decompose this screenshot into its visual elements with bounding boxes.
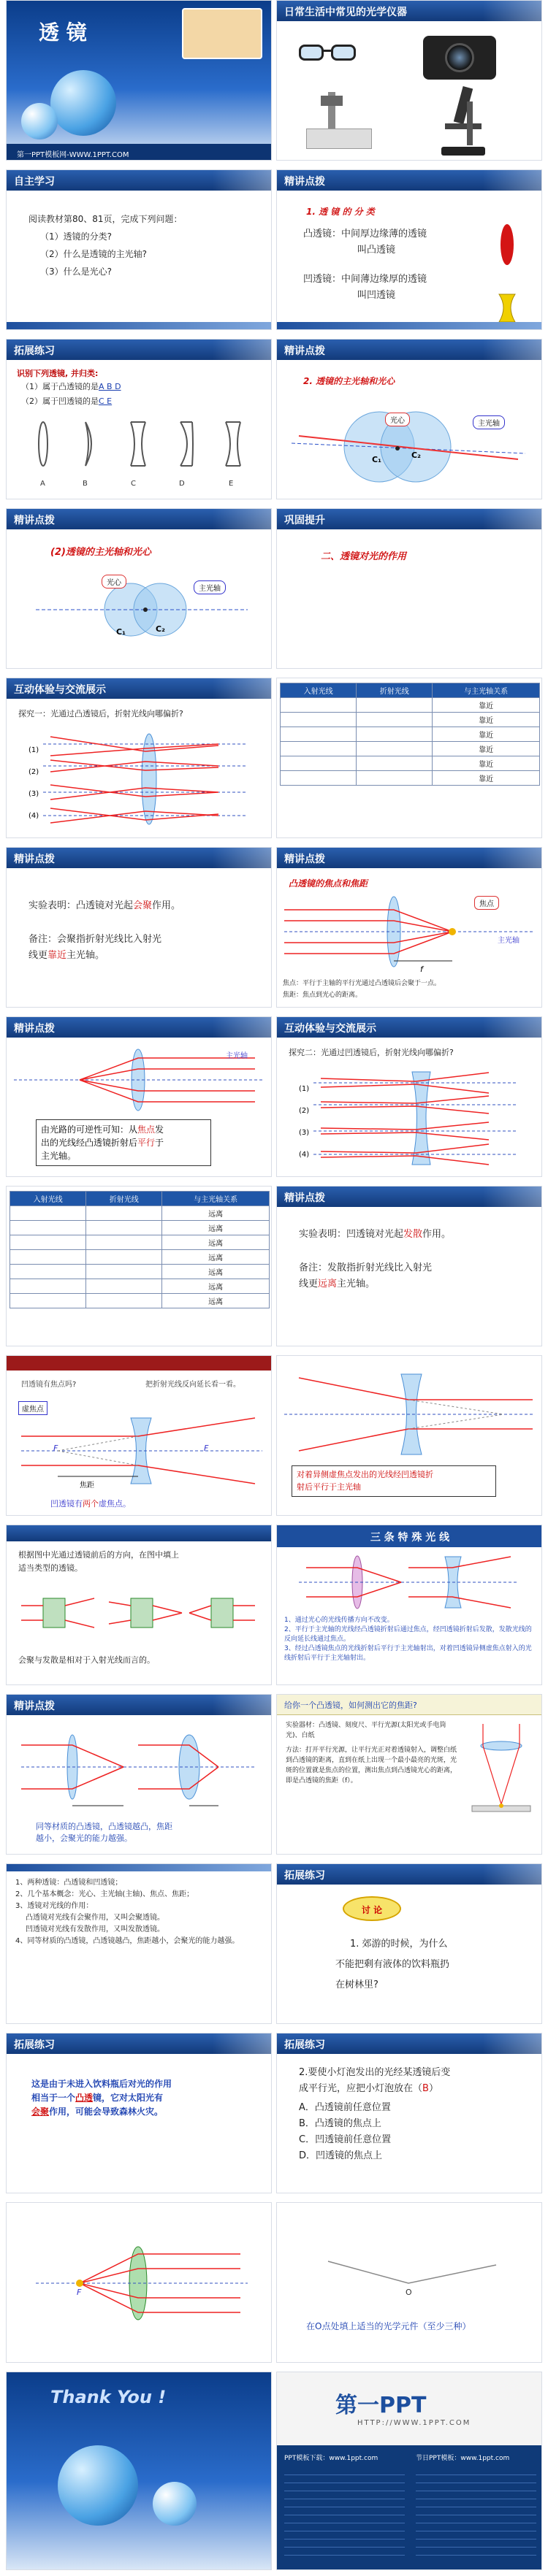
convexity-diagram	[21, 1727, 255, 1814]
convexity-note: 同等材质的凸透镜，凸透镜越凸，焦距	[36, 1822, 172, 1831]
slide-virtual-focus	[6, 1355, 272, 1516]
slide-fill-lens	[6, 1525, 272, 1685]
concave-parallel-diagram	[284, 1371, 536, 1458]
site-url: HTTP://WWW.1PPT.COM	[357, 2419, 471, 2427]
question-line-1: 2.要使小灯泡发出的光经某透镜后变	[299, 2067, 451, 2078]
virtual-focus-label: 虚焦点	[18, 1401, 47, 1415]
small-sphere-image	[153, 2482, 197, 2526]
summary-item: 4、同等材质的凸透镜，凸透镜越凸，焦距越小，会聚光的能力越强。	[15, 1937, 240, 1945]
slide-identify-lenses: 拓展练习 识别下列透镜, 并归类: （1）属于凸透镜的是A B D （2）属于凹透镜的是C E A B C D E	[6, 339, 272, 499]
rule-3: 3、经过凸透镜焦点的光线折射后平行于主光轴射出，对着凹透镜异侧虚焦点射入的光线折射后平行于主光轴射出。	[284, 1645, 532, 1663]
slide-bar: 精讲点拨	[7, 1017, 271, 1038]
site-logo: 第一PPT	[335, 2393, 427, 2418]
o-label: O	[406, 2288, 412, 2297]
f-label: F	[77, 2288, 82, 2297]
question-2: （2）什么是透镜的主光轴?	[40, 249, 148, 259]
f-label-right: F	[204, 1444, 209, 1453]
slide-experiment-convex	[6, 678, 272, 838]
concave-rays-diagram	[313, 1068, 525, 1170]
optical-center-label: 光心	[385, 413, 410, 426]
slide-bar: 自主学习	[7, 170, 271, 191]
answer-choice: B	[422, 2083, 429, 2094]
focal-length-label: 焦距	[80, 1481, 94, 1490]
slide-reversibility	[6, 1016, 272, 1177]
slide-experiment-concave	[276, 1016, 542, 1177]
slide-bar: 互动体验与交流展示	[7, 678, 271, 699]
c2-label: C₂	[411, 451, 421, 460]
virtual-focus-note: 凹透镜有两个虚焦点。	[50, 1499, 131, 1509]
lens-sections-icon	[21, 418, 255, 477]
convex-name: 叫凸透镜	[357, 245, 396, 256]
summary-item: 3、透镜对光线的作用：	[15, 1902, 94, 1910]
section-heading: 二、透镜对光的作用	[321, 551, 407, 562]
focus-note: 焦点：平行于主轴的平行光通过凸透镜后会聚于一点。	[283, 980, 441, 987]
summary-item: 凸透镜对光线有会聚作用，又叫会聚透镜。	[26, 1914, 164, 1922]
glasses-image	[299, 41, 357, 63]
slide-self-study	[6, 169, 272, 330]
convexity-note-2: 越小，会聚光的能力越强。	[36, 1833, 132, 1843]
left-links-heading[interactable]: PPT模板下载：www.1ppt.com	[284, 2455, 378, 2462]
bottom-strip	[277, 322, 541, 329]
table-row: 靠近	[281, 727, 540, 742]
slide-bar: 日常生活中常见的光学仪器	[277, 1, 541, 21]
concave-answer: C E	[99, 396, 113, 406]
intro-text: 阅读教材第80、81页，完成下列问题：	[28, 214, 183, 224]
slide-discussion	[276, 1863, 542, 2024]
procedure-text: 方法：打开平行光源，让平行光正对着透镜射入，调整白纸到凸透镜的距离，直到在纸上出现一个最小最亮的光斑，光斑的位置就是焦点的位置，测出焦点到凸透镜光心的距离，即是凸透镜的焦距（f）。	[286, 1746, 457, 1785]
convex-rays-diagram	[43, 729, 255, 832]
case-labels: (1) (2) (3) (4)	[299, 1085, 310, 1159]
banner: 三 条 特 殊 光 线	[277, 1525, 542, 1547]
slide-three-rays	[276, 1525, 542, 1685]
microscope-image	[438, 87, 489, 156]
slide-optical-instruments	[276, 0, 542, 161]
col-relation: 与主光轴关系	[162, 1192, 270, 1206]
concave-definition: 凹透镜：中间薄边缘厚的透镜	[303, 274, 427, 285]
table-row: 远离	[10, 1265, 270, 1279]
slide-lamp-diagram	[6, 2202, 272, 2363]
glass-sphere-image	[58, 2445, 138, 2526]
slide-bar: 精讲点拨	[7, 1695, 271, 1715]
table-row: 靠近	[281, 713, 540, 727]
table-row: 靠近	[281, 771, 540, 786]
fill-instruction: 根据图中光通过透镜前后的方向，在图中填上	[18, 1550, 179, 1560]
element-caption: 在O点处填上适当的光学元件（至少三种）	[306, 2321, 471, 2331]
rules-list	[284, 1616, 537, 1663]
slide-bar: 精讲点拨	[277, 170, 541, 191]
section-heading: (2)透镜的主光轴和光心	[50, 547, 151, 558]
table-row: 靠近	[281, 698, 540, 713]
col-incident: 入射光线	[10, 1192, 86, 1206]
slide-convex-conclusion	[6, 847, 272, 1008]
remark-line: 备注：会聚指折射光线比入射光	[28, 934, 162, 945]
axis-diagram	[36, 564, 255, 652]
concave-name: 叫凹透镜	[357, 290, 396, 301]
measure-diagram	[468, 1724, 534, 1848]
table-row: 靠近	[281, 756, 540, 771]
slide-lens-effect	[276, 508, 542, 669]
section-heading: 2. 透镜的主光轴和光心	[303, 376, 395, 386]
question-line-2: 成平行光，应把小灯泡放在（B）	[299, 2083, 438, 2094]
convex-answer: A B D	[99, 382, 121, 391]
slide-bar: 拓展练习	[277, 1864, 541, 1885]
option-c: C．凹透镜前任意位置	[299, 2134, 392, 2145]
experiment-question: 探究二：光通过凹透镜后，折射光线向哪偏折?	[289, 1048, 454, 1057]
summary-list	[15, 1877, 267, 1947]
table-header	[281, 683, 540, 698]
optical-center-label: 光心	[102, 575, 126, 589]
slide-bar: 精讲点拨	[7, 509, 271, 529]
slide-main-axis-2	[6, 508, 272, 669]
page-title: 透 镜	[39, 20, 87, 45]
discussion-bubble: 讨 论	[343, 1896, 401, 1921]
slide-summary	[6, 1863, 272, 2024]
focal-length-label: f	[420, 965, 423, 974]
slide-bar: 精讲点拨	[277, 848, 541, 868]
table-row: 远离	[10, 1206, 270, 1221]
col-refracted: 折射光线	[357, 683, 433, 698]
slide-question-2	[276, 2033, 542, 2193]
main-axis-label: 主光轴	[498, 937, 520, 945]
case-labels: (1) (2) (3) (4)	[28, 746, 39, 820]
c2-label: C₂	[156, 624, 165, 634]
thanks-text: Thank You !	[50, 2387, 167, 2407]
concave-result-table	[9, 1191, 270, 1308]
conclusion-line: 实验表明：凸透镜对光起会聚作用。	[28, 900, 181, 911]
slide-optical-element	[276, 2202, 542, 2363]
element-diagram	[321, 2232, 511, 2312]
slide-focus	[276, 847, 542, 1008]
c1-label: C₁	[372, 455, 381, 464]
child-photo	[182, 8, 262, 59]
equipment-text: 实验器材：凸透镜、刻度尺、平行光源(太阳光或手电筒光)、白纸	[286, 1722, 446, 1739]
table-row: 远离	[10, 1221, 270, 1235]
section-heading: 1. 透 镜 的 分 类	[306, 207, 375, 217]
focal-length-note: 焦距：焦点到光心的距离。	[283, 992, 362, 999]
remark-line-2: 线更远离主光轴。	[299, 1279, 376, 1289]
slide-bar: 精讲点拨	[7, 848, 271, 868]
summary-item: 凹透镜对光线有发散作用，又叫发散透镜。	[26, 1925, 164, 1933]
slide-measure-focus	[276, 1694, 542, 1855]
bottom-strip	[7, 322, 271, 329]
convex-definition: 凸透镜：中间厚边缘薄的透镜	[303, 229, 427, 239]
top-strip	[7, 1356, 272, 1371]
question-3: （3）什么是光心?	[40, 267, 113, 277]
remark-line-2: 线更靠近主光轴。	[28, 950, 105, 961]
slide-answer-1	[6, 2033, 272, 2193]
top-strip	[7, 1525, 272, 1541]
slide-concave-conclusion	[276, 1186, 542, 1346]
projector-image	[306, 92, 372, 150]
slide-convex-table	[276, 678, 542, 838]
main-axis-label: 主光轴	[194, 580, 226, 594]
convex-question: （1）属于凸透镜的是A B D	[21, 382, 121, 391]
option-b: B．凸透镜的焦点上	[299, 2118, 381, 2129]
method-text	[286, 1721, 461, 1787]
slide-bar: 拓展练习	[277, 2033, 541, 2054]
table-row: 远离	[10, 1294, 270, 1308]
three-rays-diagram	[299, 1553, 518, 1611]
concave-question: （2）属于凹透镜的是C E	[21, 396, 113, 406]
top-strip	[7, 1864, 272, 1871]
question-line-3: 在树林里?	[335, 1979, 378, 1990]
slide-concave-table	[6, 1186, 272, 1346]
slide-title	[6, 0, 272, 161]
glass-sphere-image	[50, 70, 116, 136]
fill-instruction-2: 适当类型的透镜。	[18, 1563, 83, 1573]
table-header	[10, 1192, 270, 1206]
question-bar: 给你一个凸透镜，如何测出它的焦距?	[277, 1695, 542, 1715]
slide-lens-classification	[276, 169, 542, 330]
main-axis-label: 主光轴	[473, 415, 505, 429]
table-row: 远离	[10, 1250, 270, 1265]
option-a: A．凸透镜前任意位置	[299, 2102, 391, 2113]
left-link-list	[284, 2467, 405, 2562]
extend-hint: 把折射光线反向延长看一看。	[145, 1381, 240, 1389]
table-row: 远离	[10, 1279, 270, 1294]
c1-label: C₁	[116, 627, 126, 637]
focus-question: 凹透镜有焦点吗?	[21, 1381, 77, 1389]
f-label-left: F	[53, 1444, 58, 1453]
relative-note: 会聚与发散是相对于入射光线而言的。	[18, 1655, 155, 1665]
main-axis-label: 主光轴	[226, 1052, 248, 1060]
remark-line: 备注：发散指折射光线比入射光	[299, 1262, 433, 1273]
slide-template-ad	[276, 2372, 542, 2570]
col-incident: 入射光线	[281, 683, 357, 698]
slide-bar: 拓展练习	[7, 340, 271, 360]
lamp-lens-diagram	[36, 2232, 248, 2334]
option-d: D．凹透镜的焦点上	[299, 2150, 383, 2161]
col-relation: 与主光轴关系	[433, 683, 540, 698]
summary-item: 2、几个基本概念：光心、主光轴(主轴)、焦点、焦距；	[15, 1890, 194, 1898]
table-row: 远离	[10, 1235, 270, 1250]
convex-result-table	[280, 683, 540, 786]
links-panel	[277, 2445, 542, 2570]
answer-text: 这是由于未进入饮料瓶后对光的作用 相当于一个凸透镜，它对太阳光有 会聚作用，可能会导致森林火灾。	[31, 2079, 172, 2117]
slide-bar: 精讲点拨	[277, 1187, 541, 1207]
lens-shapes-icon	[489, 221, 525, 323]
experiment-question: 探究一：光通过凸透镜后，折射光线向哪偏折?	[18, 709, 183, 718]
axis-diagram	[284, 392, 536, 494]
slide-concave-parallel	[276, 1355, 542, 1516]
camera-image	[423, 36, 496, 80]
fill-diagram	[21, 1584, 262, 1642]
question-line-2: 不能把剩有液体的饮料瓶扔	[335, 1959, 450, 1970]
question-line-1: 1. 郊游的时候，为什么	[350, 1939, 448, 1950]
small-sphere-image	[21, 103, 58, 139]
slide-bar: 互动体验与交流展示	[277, 1017, 541, 1038]
reversibility-box: 由光路的可逆性可知：从焦点发 出的光线经凸透镜折射后平行于 主光轴。	[36, 1119, 211, 1166]
slide-bar: 精讲点拨	[277, 340, 541, 360]
col-refracted: 折射光线	[86, 1192, 162, 1206]
slide-main-axis	[276, 339, 542, 499]
footer-url: 第一PPT模板网-WWW.1PPT.COM	[7, 144, 272, 161]
slide-thanks	[6, 2372, 272, 2570]
rule-2: 2、平行于主光轴的光线经凸透镜折射后通过焦点，经凹透镜折射后发散，发散光线的反向延长线通过焦点。	[284, 1626, 532, 1644]
conclusion-line: 实验表明：凹透镜对光起发散作用。	[299, 1229, 452, 1240]
table-row: 靠近	[281, 742, 540, 756]
section-heading: 凸透镜的焦点和焦距	[289, 878, 368, 889]
parallel-note-box: 对着异侧虚焦点发出的光线经凹透镜折 射后平行于主光轴	[292, 1465, 496, 1497]
focus-label: 焦点	[474, 896, 499, 910]
exercise-heading: 识别下列透镜, 并归类:	[17, 369, 99, 378]
slide-bar: 拓展练习	[7, 2033, 271, 2054]
slide-convexity	[6, 1694, 272, 1855]
question-1: （1）透镜的分类?	[40, 231, 113, 242]
slide-bar: 巩固提升	[277, 509, 541, 529]
summary-item: 1、两种透镜：凸透镜和凹透镜；	[15, 1879, 123, 1887]
right-links-heading[interactable]: 节日PPT模板：www.1ppt.com	[416, 2455, 510, 2462]
rule-1: 1、通过光心的光线传播方向不改变。	[284, 1617, 394, 1624]
right-link-list	[416, 2467, 536, 2562]
